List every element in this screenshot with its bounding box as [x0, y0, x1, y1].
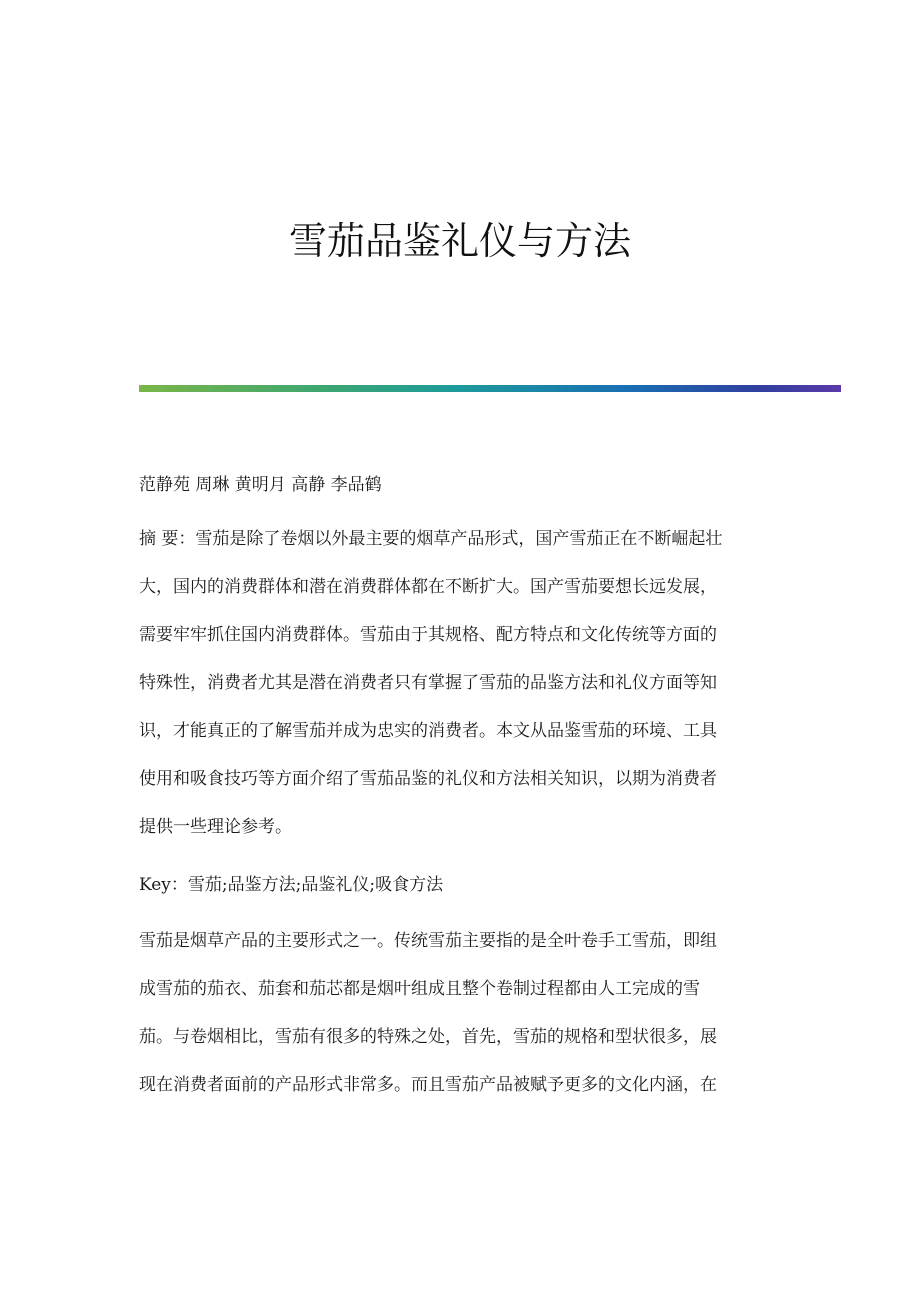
body-line: 成雪茄的茄衣、茄套和茄芯都是烟叶组成且整个卷制过程都由人工完成的雪 — [139, 979, 700, 999]
keywords: Key：雪茄;品鉴方法;品鉴礼仪;吸食方法 — [139, 875, 444, 895]
abstract-line: 提供一些理论参考。 — [139, 817, 292, 837]
abstract-line: 特殊性，消费者尤其是潜在消费者只有掌握了雪茄的品鉴方法和礼仪方面等知 — [139, 673, 717, 693]
abstract-line: 大，国内的消费群体和潜在消费群体都在不断扩大。国产雪茄要想长远发展， — [139, 577, 717, 597]
abstract-line: 需要牢牢抓住国内消费群体。雪茄由于其规格、配方特点和文化传统等方面的 — [139, 625, 717, 645]
abstract-line: 使用和吸食技巧等方面介绍了雪茄品鉴的礼仪和方法相关知识，以期为消费者 — [139, 769, 717, 789]
body-line: 雪茄是烟草产品的主要形式之一。传统雪茄主要指的是全叶卷手工雪茄，即组 — [139, 931, 717, 951]
body-line: 茄。与卷烟相比，雪茄有很多的特殊之处，首先，雪茄的规格和型状很多，展 — [139, 1027, 717, 1047]
body-line: 现在消费者面前的产品形式非常多。而且雪茄产品被赋予更多的文化内涵，在 — [139, 1075, 717, 1095]
page-title: 雪茄品鉴礼仪与方法 — [288, 219, 631, 263]
abstract-line: 识，才能真正的了解雪茄并成为忠实的消费者。本文从品鉴雪茄的环境、工具 — [139, 721, 717, 741]
title-divider — [139, 385, 841, 392]
authors: 范静苑 周琳 黄明月 高静 李品鹤 — [139, 475, 382, 495]
abstract-line: 摘 要：雪茄是除了卷烟以外最主要的烟草产品形式，国产雪茄正在不断崛起壮 — [139, 529, 723, 549]
